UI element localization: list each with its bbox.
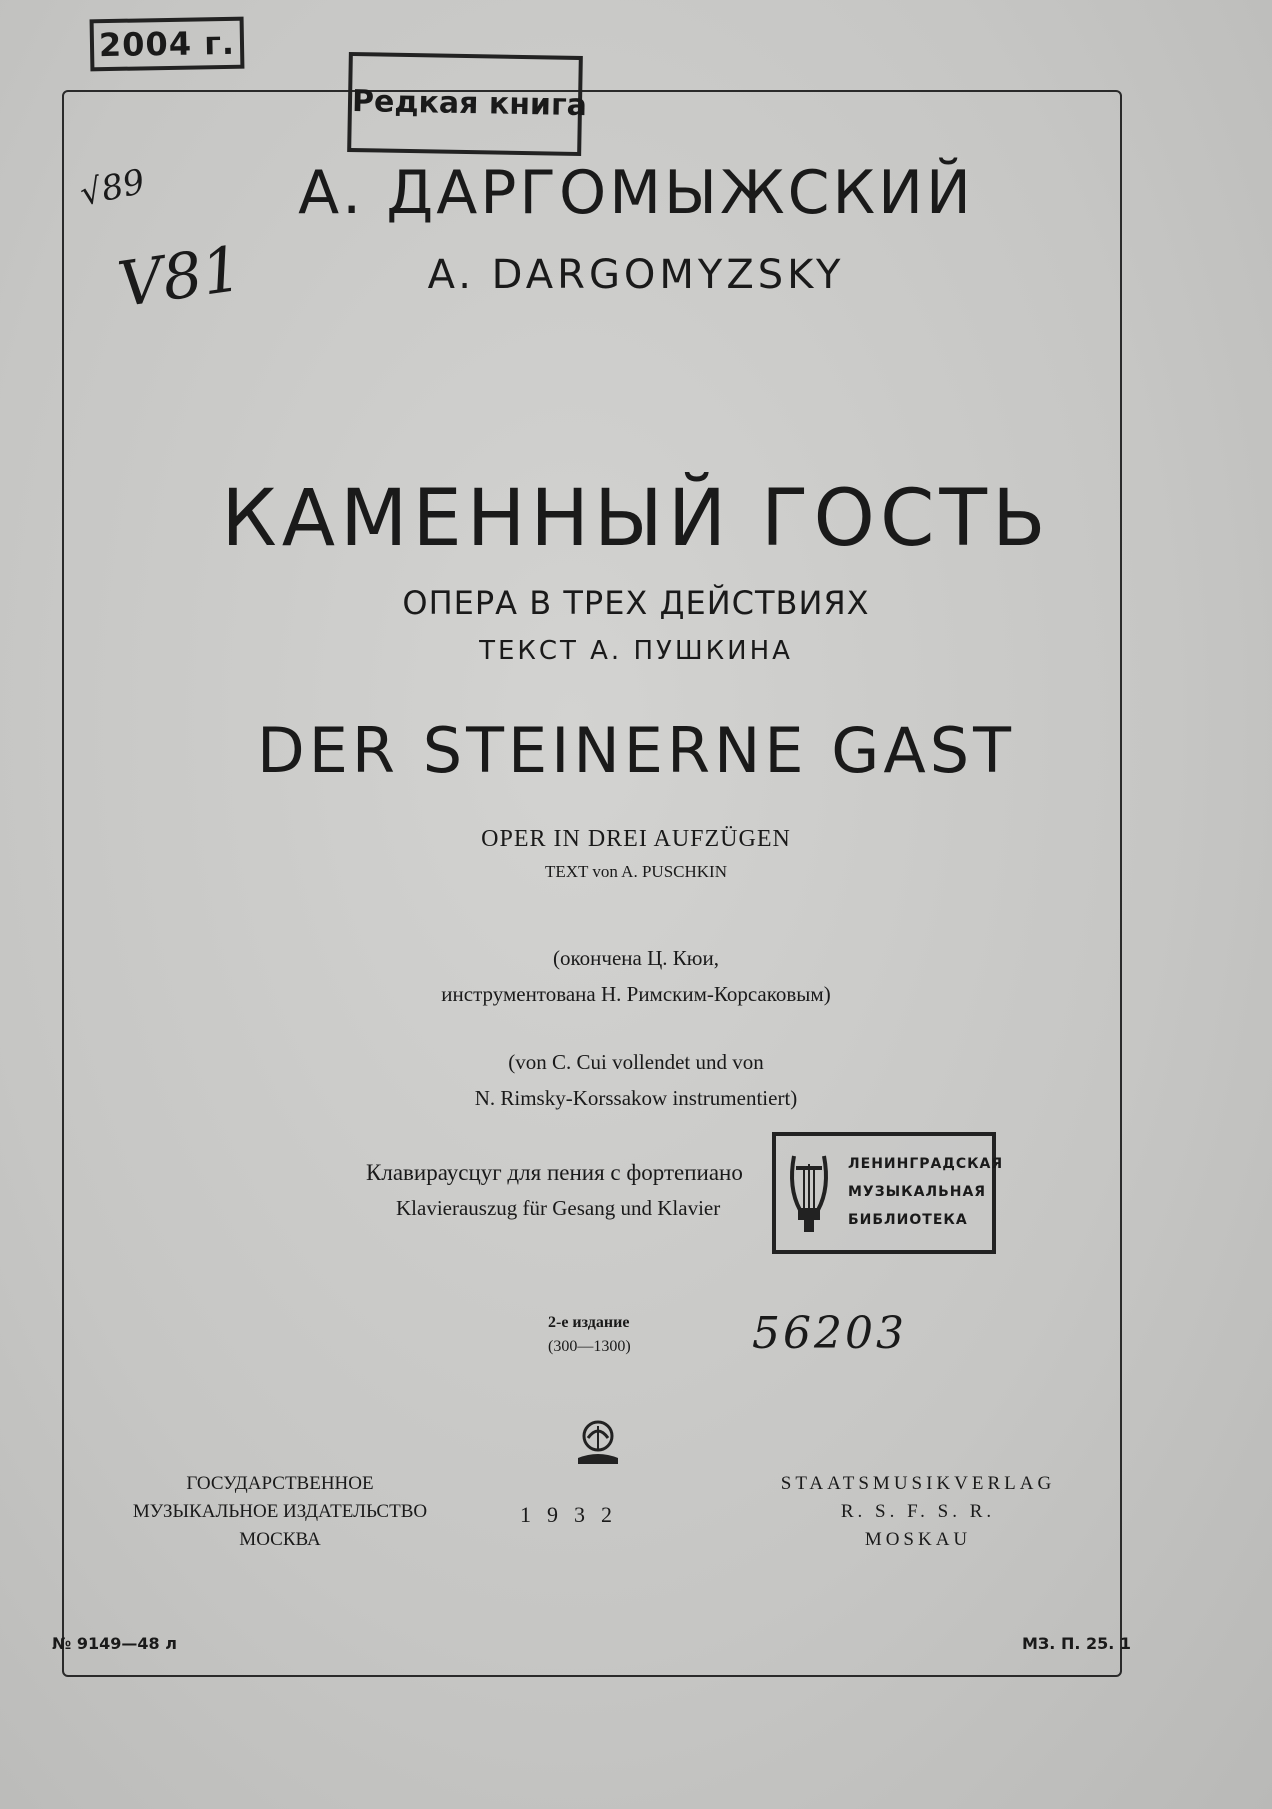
handwritten-mark-1: √89: [76, 161, 149, 215]
plate-number: МЗ. П. 25. 1: [1022, 1634, 1132, 1653]
composer-name-en: A. DARGOMYZSKY: [427, 252, 845, 298]
handwritten-mark-2: V81: [113, 231, 247, 322]
completion-note-ru: [0, 940, 1272, 1012]
libretto-credit-ru: ТЕКСТ А. ПУШКИНА: [479, 636, 793, 666]
opera-subtitle-ru: ОПЕРА В ТРЕХ ДЕЙСТВИЯХ: [402, 584, 870, 622]
completion-note-ru-line1: (окончена Ц. Кюи,: [553, 946, 719, 970]
library-stamp-line3: БИБЛИОТЕКА: [848, 1212, 968, 1228]
libretto-credit-de: TEXT von A. PUSCHKIN: [545, 862, 727, 881]
publication-year: 1932: [520, 1502, 628, 1527]
completion-note-de-line2: N. Rimsky-Korssakow instrumentiert): [474, 1086, 798, 1110]
publisher-ru-line3: МОСКВА: [239, 1529, 321, 1550]
publisher-ru-line1: ГОСУДАРСТВЕННОЕ: [186, 1473, 374, 1494]
completion-note-de-line1: (von C. Cui vollendet und von: [508, 1050, 764, 1074]
opera-subtitle-de: OPER IN DREI AUFZÜGEN: [481, 826, 791, 852]
publisher-de-line2: R. S. F. S. R.: [840, 1501, 996, 1522]
completion-note-ru-line2: инструментована Н. Римским-Корсаковым): [441, 982, 831, 1006]
completion-note-de: [0, 1044, 1272, 1116]
opera-title-ru: КАМЕННЫЙ ГОСТЬ: [221, 474, 1051, 564]
library-stamp-text: [848, 1150, 1003, 1234]
library-stamp-line2: МУЗЫКАЛЬНАЯ: [848, 1184, 987, 1200]
edition-label: 2-е издание: [548, 1314, 630, 1331]
year-stamp: 2004 г.: [90, 17, 245, 72]
publisher-ru: [120, 1470, 440, 1554]
publisher-de-line3: MOSKAU: [864, 1529, 972, 1550]
library-stamp: [772, 1132, 1004, 1254]
rare-book-stamp: Редкая книга: [347, 52, 583, 156]
publisher-de: [748, 1470, 1088, 1554]
publisher-ru-line2: МУЗЫКАЛЬНОЕ ИЗДАТЕЛЬСТВО: [132, 1501, 428, 1522]
composer-name-ru: А. ДАРГОМЫЖСКИЙ: [298, 158, 974, 228]
inventory-number: 56203: [752, 1308, 907, 1359]
catalog-number: № 9149—48 л: [52, 1634, 177, 1653]
print-run: (300—1300): [548, 1338, 631, 1355]
score-type-de: Klavierauszug für Gesang und Klavier: [396, 1196, 721, 1220]
lyre-icon: [784, 1148, 834, 1236]
publisher-emblem-icon: [574, 1416, 622, 1466]
opera-title-de: DER STEINERNE GAST: [257, 714, 1015, 787]
library-stamp-line1: ЛЕНИНГРАДСКАЯ: [848, 1156, 1004, 1172]
publisher-de-line1: STAATSMUSIKVERLAG: [780, 1473, 1056, 1494]
score-type-ru: Клавираусцуг для пения с фортепиано: [366, 1160, 743, 1185]
